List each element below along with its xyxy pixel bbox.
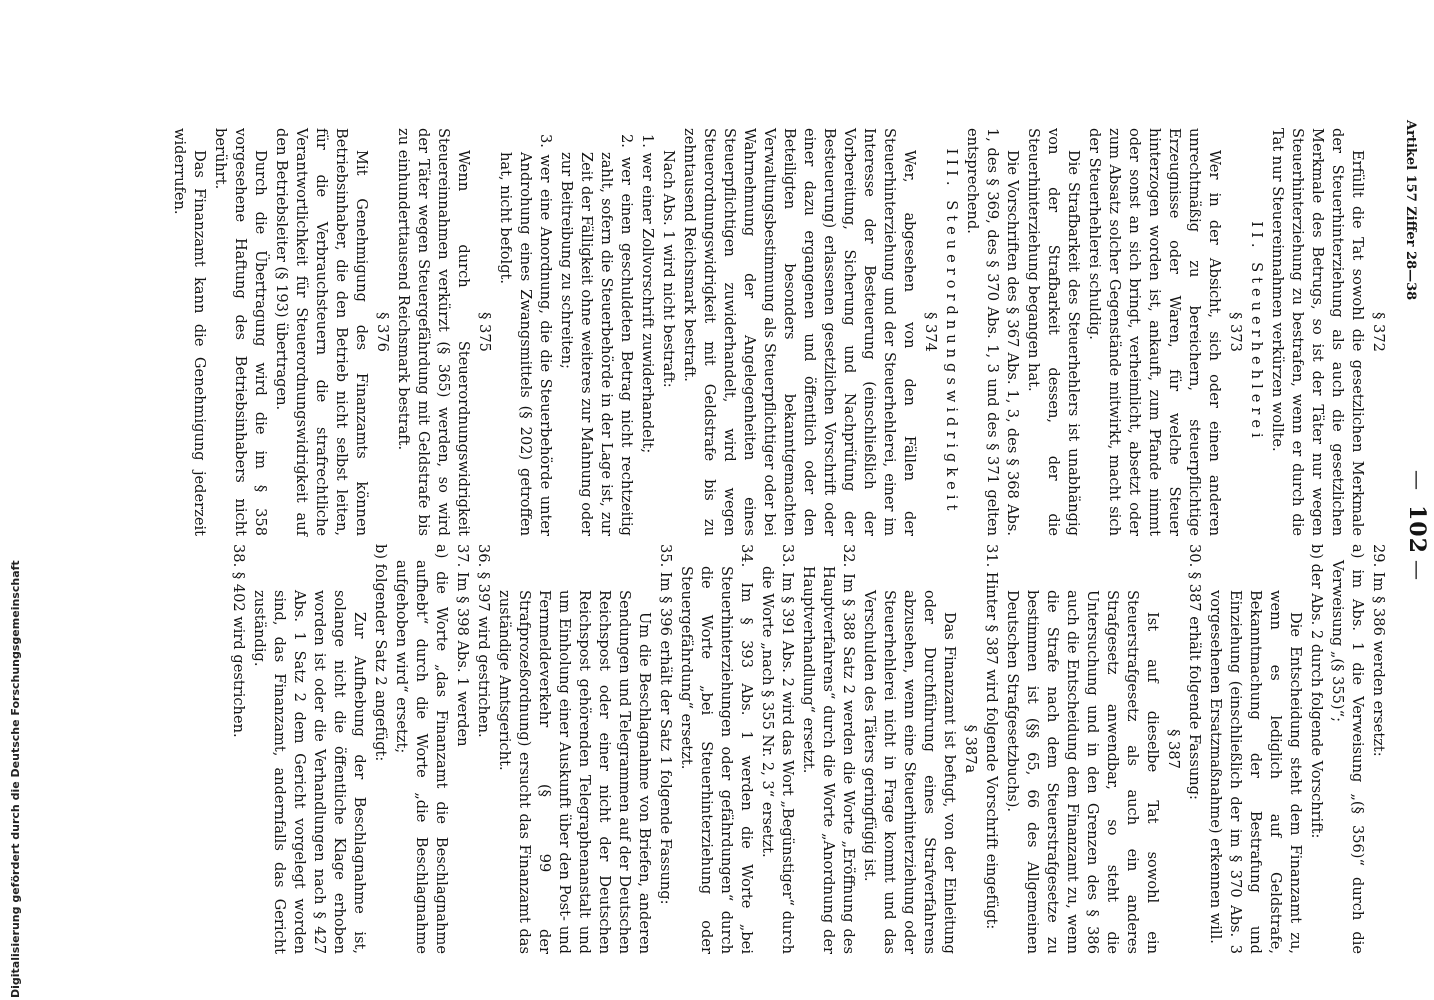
section-heading: § 373 — [1227, 312, 1244, 352]
numbered-item: 35. Im § 396 erhält der Satz 1 folgende Fassung: — [657, 544, 674, 905]
section-heading: § 374 — [922, 312, 939, 352]
paragraph: Wer, abgesehen von den Fällen der Steuerhinterziehung und der Steuerhehlerei, einer im Interesse der Besteuerung (einschließlich der Vorbereitung, Sicherung und Nachprüfung der Besteuerung) erlassenen gesetzlichen Vorschrift oder einer dazu ergangenen und öffentlich oder den Beteiligten besonders bekanntgemachten Verwaltungsbestimmung als Steuerpflichtiger oder bei Wahrnehmung der Angelegenheiten eines Steuerpflichtigen zuwiderhandelt, wird wegen Steuerordnungswidrigkeit mit Geldstrafe bis zu zehntausend Reichsmark bestraft. — [681, 128, 918, 536]
section-heading: § 375 — [476, 312, 493, 352]
section-heading: § 372 — [1370, 312, 1387, 352]
paragraph: Durch die Übertragung wird die im § 358 vorgesehene Haftung des Betriebsinhabers nicht berührt. — [212, 128, 269, 536]
section-heading: § 387a — [962, 724, 979, 774]
sub-item: a) die Worte „das Finanzamt die Beschlagnahme aufhebt“ durch die Worte „die Beschlagnahme aufgehoben wird“ ersetzt; — [393, 544, 450, 954]
list-item: 2. wer einen geschuldeten Betrag nicht rechtzeitig zahlt, sofern die Steuerbehörde in der Lage ist, zur Zeit der Fälligkeit ohne weiteres zur Mahnung oder zur Beitreibung zu schreiten; — [558, 134, 635, 536]
numbered-item: 34. Im § 393 Abs. 1 werden die Worte „bei Steuerhinterziehungen oder gefährdungen“ durch die Worte „bei Steuerhinterziehung oder Steuergefährdung“ ersetzt. — [678, 544, 755, 954]
page-number: 102 — [1404, 505, 1430, 554]
paragraph: Die Strafbarkeit des Steuerhehlers ist unabhängig von der Strafbarkeit dessen, der die Steuerhinterziehung begangen hat. — [1025, 128, 1082, 536]
page-number-dash-left: — — [1406, 470, 1430, 490]
digitization-credit: Digitalisierung gefördert durch die Deutsche Forschungsgemeinschaft — [9, 560, 22, 998]
paragraph: Wenn durch Steuerordnungswidrigkeit Steuereinnahmen verkürzt (§ 365) werden, so wird der Täter wegen Steuergefährdung mit Geldstrafe bis zu einhunderttausend Reichsmark bestraft. — [395, 128, 472, 536]
quoted-provision: Zur Aufhebung der Beschlagnahme ist, solange nicht die öffentliche Klage erhoben worden ist oder die Verhandlungen nach § 427 Abs. 1 Satz 2 dem Gericht vorgelegt worden sind, das Finanzamt, andernfalls das Gericht zuständig. — [251, 590, 368, 954]
numbered-item: 38. § 402 wird gestrichen. — [230, 544, 247, 738]
numbered-item: 33. Im § 391 Abs. 2 wird das Wort „Begünstiger“ durch die Worte „nach § 355 Nr. 2, 3“ ersetzt. — [759, 544, 796, 954]
paragraph: Das Finanzamt kann die Genehmigung jederzeit widerrufen. — [171, 128, 208, 536]
quoted-provision: Die Entscheidung steht dem Finanzamt zu, wenn es lediglich auf Geldstrafe, Bekanntmachung der Bestrafung und Einziehung (einschließlich der im § 370 Abs. 3 vorgesehenen Ersatzmaßnahme) erkennen will. — [1207, 590, 1304, 954]
sub-item: b) folgender Satz 2 angefügt: — [372, 544, 389, 762]
list-item: 1. wer einer Zollvorschrift zuwiderhandelt; — [639, 134, 656, 454]
numbered-item: 37. Im § 398 Abs. 1 werden — [454, 544, 471, 747]
part-heading: III. Steuerordnungswidrigkeit — [943, 148, 960, 516]
part-heading: II. Steuerhehlerei — [1248, 221, 1265, 443]
numbered-item: 36. § 397 wird gestrichen. — [475, 544, 492, 738]
left-column — [168, 128, 1388, 536]
section-heading: § 376 — [374, 312, 391, 352]
footer-strip — [0, 0, 22, 1000]
running-header: Artikel 157 Ziffer 28—38 — [1403, 120, 1418, 301]
paragraph: Die Vorschriften des § 367 Abs. 1, 3, des § 368 Abs. 1, des § 369, des § 370 Abs. 1, 3 und des § 371 gelten entsprechend. — [964, 128, 1021, 536]
paragraph: Mit Genehmigung des Finanzamts können Betriebsinhaber, die den Betrieb nicht selbst leiten, für die Verbrauchsteuern die strafrechtliche Verantwortlichkeit für Steuerordnungswidrigkeit auf den Betriebsleiter (§ 193) übertragen. — [273, 128, 370, 536]
numbered-item: 31. Hinter § 387 wird folgende Vorschrift eingefügt: — [983, 544, 1000, 930]
numbered-item: 29. Im § 386 werden ersetzt: — [1370, 544, 1387, 757]
numbered-item: 30. § 387 erhält folgende Fassung: — [1186, 544, 1203, 800]
paragraph: Nach Abs. 1 wird nicht bestraft: — [660, 150, 677, 388]
section-heading: § 387 — [1165, 729, 1182, 769]
paragraph: Erfüllt die Tat sowohl die gesetzlichen Merkmale der Steuerhinterziehung als auch die gesetzlichen Merkmale des Betrugs, so ist der Täter nur wegen Steuerhinterziehung zu bestrafen, wenn er durch die Tat nur Steuereinnahmen verkürzen wollte. — [1269, 128, 1366, 536]
numbered-item: 32. Im § 388 Satz 2 werden die Worte „Eröffnung des Hauptverfahrens“ durch die Worte „Anordnung der Hauptverhandlung“ ersetzt. — [800, 544, 857, 954]
sub-item: a) im Abs. 1 die Verweisung „(§ 356)“ durch die Verweisung „(§ 355)“; — [1329, 544, 1366, 954]
sub-item: b) der Abs. 2 durch folgende Vorschrift: — [1308, 544, 1325, 839]
quoted-provision: Das Finanzamt ist befugt, von der Einleitung oder Durchführung eines Strafverfahrens abzusehen, wenn eine Steuerhinterziehung oder Steuerhehlerei nicht in Frage kommt und das Verschulden des Täters geringfügig ist. — [861, 590, 958, 954]
right-column — [227, 544, 1388, 954]
quoted-provision: Ist auf dieselbe Tat sowohl ein Steuerstrafgesetz als auch ein anderes Strafgesetz anwendbar, so steht die Untersuchung und in den Grenzen des § 386 auch die Entscheidung dem Finanzamt zu, wenn die Strafe nach dem Steuerstrafgesetze zu bestimmen ist (§§ 65, 66 des Allgemeinen Deutschen Strafgesetzbuchs). — [1004, 590, 1161, 954]
page-number-dash-right: — — [1406, 560, 1430, 580]
quoted-provision: Um die Beschlagnahme von Briefen, anderen Sendungen und Telegrammen auf der Deutschen Reichspost oder einer nicht der Deutschen Reichspost gehörenden Telegraphenanstalt und um Einholung einer Auskunft über den Post- und Fernmeldeverkehr (§ 99 der Strafprozeßordnung) ersucht das Finanzamt das zuständige Amtsgericht. — [496, 590, 653, 954]
list-item: 3. wer eine Anordnung, die die Steuerbehörde unter Androhung eines Zwangsmittels (§ 202) getroffen hat, nicht befolgt. — [497, 134, 554, 536]
paragraph: Wer in der Absicht, sich oder einen anderen unrechtmäßig zu bereichern, steuerpflichtige Erzeugnisse oder Waren, für welche Steuer hinterzogen worden ist, ankauft, zum Pfande nimmt oder sonst an sich bringt, verheimlicht, absetzt oder zum Absatz solcher Gegenstände mitwirkt, macht sich der Steuerhehlerei schuldig. — [1086, 128, 1223, 536]
